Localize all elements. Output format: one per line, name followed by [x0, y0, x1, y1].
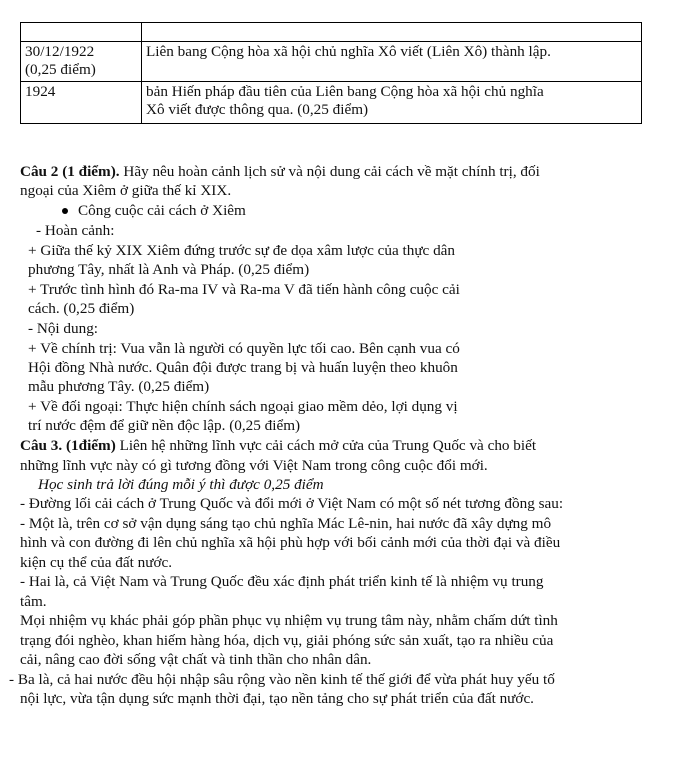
q2-context-1a: + Giữa thế kỷ XIX Xiêm đứng trước sự đe dọa xâm lược của thực dân — [28, 242, 456, 259]
q2-context-2a: + Trước tình hình đó Ra-ma IV và Ra-ma V đã tiến hành công cuộc cải — [28, 281, 460, 298]
q2-title-text: Hãy nêu hoàn cảnh lịch sử và nội dung cải cách về mặt chính trị, đối — [119, 163, 540, 180]
q2-content-1c: mẫu phương Tây. (0,25 điểm) — [28, 378, 210, 395]
q2-context-label: - Hoàn cảnh: — [36, 222, 115, 239]
q2-content-2b: trí nước đệm để giữ nền độc lập. (0,25 điểm) — [28, 417, 301, 434]
q2-content-2a: + Về đối ngoại: Thực hiện chính sách ngoại giao mềm dẻo, lợi dụng vị — [28, 398, 458, 415]
q2-content-1b: Hội đồng Nhà nước. Quân đội được trang bị và huấn luyện theo khuôn — [28, 359, 458, 376]
q2-content-label: - Nội dung: — [28, 320, 99, 337]
q3-paragraph-2c: kiện cụ thể của đất nước. — [20, 554, 173, 571]
q2-title-line2: ngoại của Xiêm ở giữa thế kỉ XIX. — [20, 182, 232, 199]
q3-paragraph-5b: nội lực, vừa tận dụng sức mạnh thời đại, tạo nền tảng cho sự phát triển của đất nước. — [20, 690, 534, 707]
q3-paragraph-5a: - Ba là, cả hai nước đều hội nhập sâu rộng vào nền kinh tế thế giới để vừa phát huy yếu tố — [9, 671, 555, 688]
q3-paragraph-2b: hình và con đường đi lên chủ nghĩa xã hội phù hợp với bối cảnh mới của thời đại và điều — [20, 534, 561, 551]
q3-title-bold: Câu 3. (1điểm) — [20, 437, 116, 454]
q2-title-bold: Câu 2 (1 điểm). — [20, 163, 120, 180]
table-cell-event: bản Hiến pháp đầu tiên của Liên bang Cộng hòa xã hội chủ nghĩa Xô viết được thông qua. (0,25 điểm) — [142, 82, 642, 124]
q3-scoring-note: Học sinh trả lời đúng mỗi ý thì được 0,25 điểm — [38, 476, 324, 493]
bullet-dot-icon — [62, 208, 68, 214]
q3-paragraph-3a: - Hai là, cả Việt Nam và Trung Quốc đều xác định phát triển kinh tế là nhiệm vụ trung — [20, 573, 544, 590]
table-cell-event — [142, 23, 642, 42]
q3-paragraph-4c: cải, nâng cao đời sống vật chất và tinh thần cho nhân dân. — [20, 651, 372, 668]
q3-paragraph-3b: tâm. — [20, 593, 47, 610]
q2-bullet-text: Công cuộc cải cách ở Xiêm — [78, 202, 246, 219]
q3-paragraph-1: - Đường lối cải cách ở Trung Quốc và đổi mới ở Việt Nam có một số nét tương đồng sau: — [20, 495, 564, 512]
table-cell-date: 1924 — [21, 82, 142, 124]
table-cell-date — [21, 23, 142, 42]
q3-paragraph-4a: Mọi nhiệm vụ khác phải góp phần phục vụ nhiệm vụ trung tâm này, nhằm chấm dứt tình — [20, 612, 558, 629]
q2-content-1a: + Về chính trị: Vua vẫn là người có quyền lực tối cao. Bên cạnh vua có — [28, 340, 460, 357]
q3-paragraph-4b: trạng đói nghèo, khan hiếm hàng hóa, dịch vụ, giải phóng sức sản xuất, tạo ra nhiều của — [20, 632, 554, 649]
table-row — [21, 82, 642, 124]
q3-paragraph-2a: - Một là, trên cơ sở vận dụng sáng tạo chủ nghĩa Mác Lê-nin, hai nước đã xây dựng mô — [20, 515, 552, 532]
table-row — [21, 42, 642, 82]
q2-title — [20, 162, 540, 181]
q2-context-2b: cách. (0,25 điểm) — [28, 300, 135, 317]
table-cell-event: Liên bang Cộng hòa xã hội chủ nghĩa Xô viết (Liên Xô) thành lập. — [142, 42, 642, 82]
q3-title-line2: những lĩnh vực này có gì tương đồng với Việt Nam trong công cuộc đổi mới. — [20, 457, 488, 474]
q2-context-1b: phương Tây, nhất là Anh và Pháp. (0,25 điểm) — [28, 261, 310, 278]
q3-title — [20, 436, 536, 455]
q2-bullet-item — [62, 201, 246, 220]
q3-title-text: Liên hệ những lĩnh vực cải cách mở cửa của Trung Quốc và cho biết — [115, 437, 537, 454]
answer-table — [20, 22, 642, 124]
table-row — [21, 23, 642, 42]
table-cell-date: 30/12/1922 (0,25 điểm) — [21, 42, 142, 82]
